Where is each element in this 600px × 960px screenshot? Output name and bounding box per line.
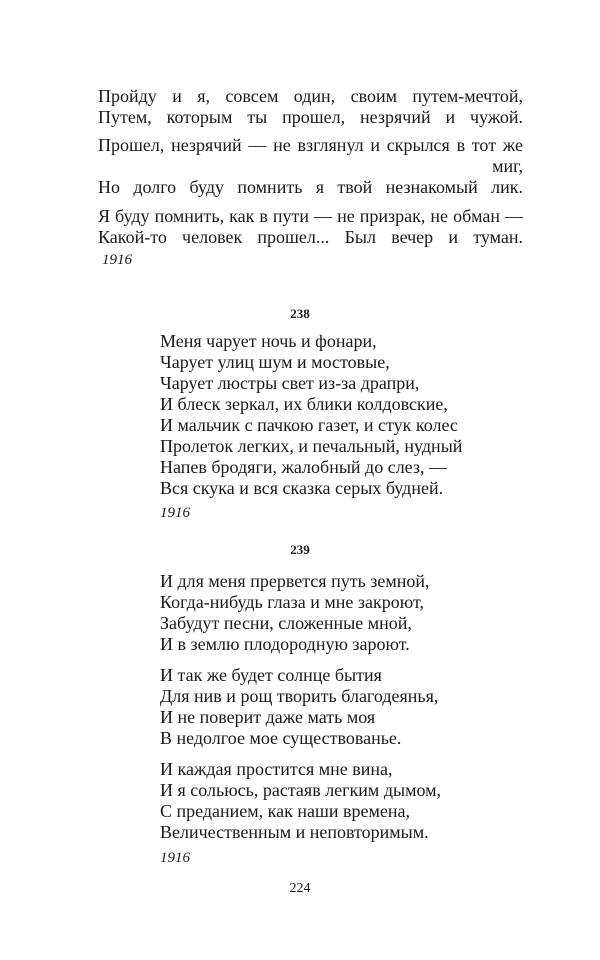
poem-line: Чарует люстры свет из-за драпри, [160,373,420,393]
poem-line: И не поверит даже мать моя [160,707,376,727]
poem-line: Пройду и я, совсем один, своим путем-мечтой, [98,86,523,106]
poem-line: Я буду помнить, как в пути — не призрак, не обман — [98,206,523,226]
poem-line: Когда-нибудь глаза и мне закроют, [160,592,424,612]
poem-number: 238 [290,306,310,321]
poem-line: И мальчик с пачкою газет, и стук колес [160,415,458,435]
poem-line: Но долго буду помнить я твой незнакомый лик. [98,177,523,197]
poem-line: И я сольюсь, растаяв легким дымом, [160,780,442,800]
poem-line: Путем, которым ты прошел, незрячий и чужой. [98,107,523,127]
poem-line: И для меня прервется путь земной, [160,571,430,591]
poem-line: Чарует улиц шум и мостовые, [160,352,390,372]
poem-line: Прошел, незрячий — не взглянул и скрылся в тот же [98,135,523,155]
poem-line: Меня чарует ночь и фонари, [160,331,377,351]
poem-line: В недолгое мое существованье. [160,728,402,748]
poem-date: 1916 [160,850,190,866]
poem-line: И так же будет солнце бытия [160,665,382,685]
poem-line: Пролеток легких, и печальный, нудный [160,436,463,456]
poem-line: Напев бродяги, жалобный до слез, — [160,457,447,477]
poem-line: Величественным и неповторимым. [160,822,429,842]
poem-line: И каждая простится мне вина, [160,759,393,779]
poem-line: Для нив и рощ творить благодеянья, [160,686,439,706]
poem-date: 1916 [102,252,132,268]
poem-number: 239 [290,542,310,557]
poem-line: Какой-то человек прошел... Был вечер и туман. [98,227,523,247]
poem-date: 1916 [160,505,190,521]
poem-line: Вся скука и вся сказка серых будней. [160,478,444,498]
poem-line: И блеск зеркал, их блики колдовские, [160,394,448,414]
poem-line: С преданием, как наши времена, [160,801,410,821]
page-number: 224 [289,881,311,896]
poem-line: Забудут песни, сложенные мной, [160,613,412,633]
poem-line-overflow: миг, [492,156,523,176]
poem-line: И в землю плодородную зароют. [160,634,410,654]
